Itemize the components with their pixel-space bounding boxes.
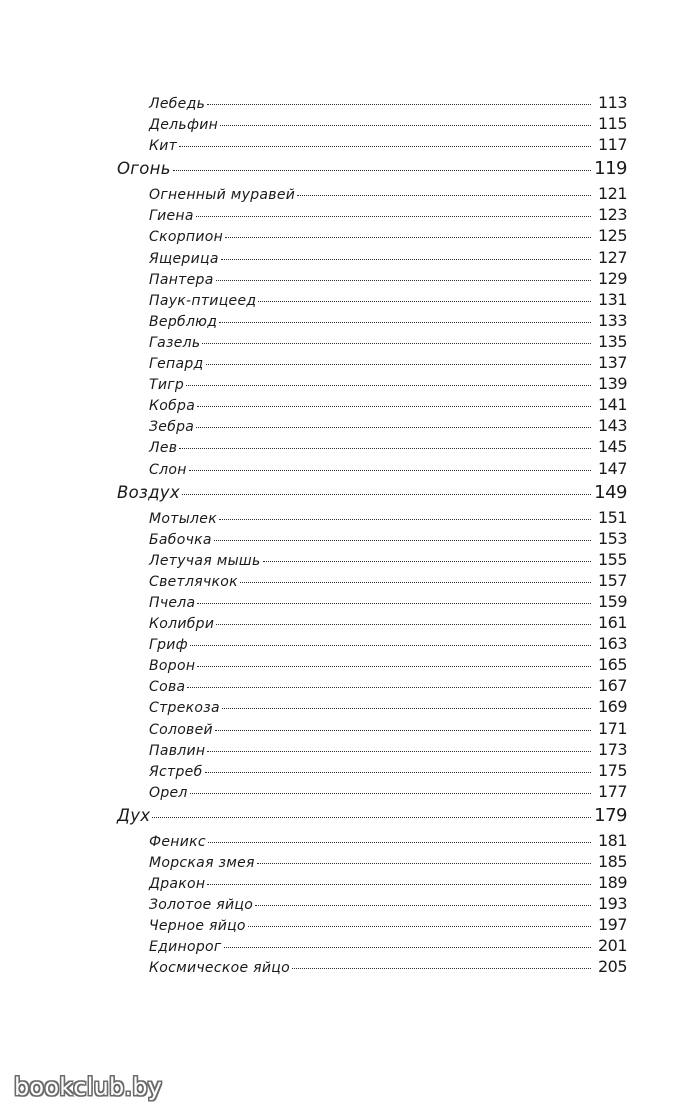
- toc-entry-title: Гиена: [149, 208, 194, 225]
- toc-entry-row: [117, 226, 627, 247]
- dot-leader: [255, 905, 591, 906]
- toc-page-number: 143: [597, 416, 627, 436]
- toc-page-number: 177: [597, 781, 627, 801]
- toc-entry-row: [117, 873, 627, 894]
- toc-page-number: 167: [597, 676, 627, 696]
- dot-leader: [215, 730, 591, 731]
- dot-leader: [197, 666, 591, 667]
- toc-entry-row: [117, 184, 627, 205]
- toc-entry-title: Дельфин: [149, 117, 219, 134]
- toc-page-number: 135: [597, 331, 627, 351]
- dot-leader: [207, 104, 591, 105]
- dot-leader: [216, 624, 591, 625]
- dot-leader: [189, 470, 591, 471]
- toc-entry-title: Скорпион: [149, 229, 224, 246]
- toc-entry-row: [117, 613, 627, 634]
- toc-page-number: 119: [594, 158, 627, 180]
- toc-page-number: 127: [597, 247, 627, 267]
- toc-entry-row: [117, 353, 627, 374]
- toc-entry-title: Воздух: [117, 482, 180, 502]
- toc-page-number: 123: [597, 205, 627, 225]
- toc-entry-row: [117, 655, 627, 676]
- dot-leader: [179, 146, 591, 147]
- toc-entry-title: Кобра: [149, 398, 196, 415]
- toc-page-number: 163: [597, 634, 627, 654]
- toc-entry-row: [117, 332, 627, 353]
- toc-page-number: 139: [597, 374, 627, 394]
- dot-leader: [187, 687, 591, 688]
- toc-entry-title: Дух: [117, 805, 151, 825]
- toc-entry-row: [117, 508, 627, 529]
- toc-page-number: 131: [597, 289, 627, 309]
- dot-leader: [173, 170, 591, 171]
- toc-entry-row: [117, 936, 627, 957]
- toc-page-number: 179: [594, 804, 627, 826]
- dot-leader: [240, 582, 591, 583]
- toc-entry-title: Верблюд: [149, 313, 218, 330]
- toc-entry-row: [117, 205, 627, 226]
- toc-entry-row: [117, 592, 627, 613]
- toc-page-number: 129: [597, 268, 627, 288]
- dot-leader: [221, 259, 591, 260]
- toc-entry-row: [117, 915, 627, 936]
- toc-entry-title: Огонь: [117, 159, 171, 179]
- dot-leader: [179, 448, 591, 449]
- toc-entry-row: [117, 550, 627, 571]
- dot-leader: [206, 364, 591, 365]
- dot-leader: [297, 195, 591, 196]
- toc-page-number: 141: [597, 395, 627, 415]
- toc-page-number: 197: [597, 915, 627, 935]
- toc-entry-title: Сова: [149, 679, 186, 696]
- toc-entry-row: [117, 697, 627, 718]
- toc-entry-title: Дракон: [149, 876, 206, 893]
- dot-leader: [258, 301, 591, 302]
- watermark-logo: bookclub.by: [14, 1073, 163, 1101]
- toc-entry-row: [117, 395, 627, 416]
- toc-page-number: 165: [597, 655, 627, 675]
- toc-page-number: 117: [597, 135, 627, 155]
- toc-page-number: 125: [597, 226, 627, 246]
- toc-entry-title: Лев: [149, 440, 178, 457]
- dot-leader: [202, 343, 591, 344]
- dot-leader: [248, 926, 591, 927]
- toc-page-number: 175: [597, 760, 627, 780]
- dot-leader: [219, 322, 591, 323]
- toc-entry-row: [117, 894, 627, 915]
- toc-page-number: 149: [594, 481, 627, 503]
- toc-page-number: 193: [597, 894, 627, 914]
- dot-leader: [292, 968, 591, 969]
- toc-page-number: 185: [597, 852, 627, 871]
- toc-entry-row: [117, 290, 627, 311]
- dot-leader: [208, 842, 591, 843]
- toc-page-number: 147: [597, 458, 627, 478]
- toc-entry-title: Черное яйцо: [149, 918, 246, 935]
- dot-leader: [182, 494, 591, 495]
- toc-entry-title: Гриф: [149, 637, 188, 654]
- toc-entry-title: Газель: [149, 334, 201, 351]
- dot-leader: [197, 406, 591, 407]
- toc-entry-row: [117, 571, 627, 592]
- table-of-contents: [117, 93, 627, 979]
- toc-page-number: 133: [597, 310, 627, 330]
- toc-entry-title: Пантера: [149, 271, 214, 288]
- toc-entry-title: Ворон: [149, 658, 196, 675]
- dot-leader: [152, 817, 591, 818]
- toc-page-number: 161: [597, 613, 627, 633]
- dot-leader: [190, 645, 591, 646]
- toc-entry-title: Паук-птицеед: [149, 292, 257, 309]
- toc-entry-row: [117, 957, 627, 978]
- toc-entry-row: [117, 719, 627, 740]
- toc-entry-row: [117, 761, 627, 782]
- toc-entry-title: Светлячкок: [149, 573, 238, 590]
- toc-entry-row: [117, 248, 627, 269]
- toc-entry-title: Кит: [149, 138, 178, 155]
- toc-entry-row: [117, 93, 627, 114]
- toc-entry-row: [117, 114, 627, 135]
- toc-section-row: [117, 482, 627, 506]
- toc-entry-title: Космическое яйцо: [149, 960, 290, 977]
- dot-leader: [207, 884, 591, 885]
- toc-entry-row: [117, 416, 627, 437]
- toc-entry-title: Гепард: [149, 356, 204, 373]
- dot-leader: [186, 385, 591, 386]
- dot-leader: [205, 772, 591, 773]
- dot-leader: [216, 280, 591, 281]
- toc-entry-title: Стрекоза: [149, 700, 220, 717]
- toc-page-number: 171: [597, 718, 627, 738]
- toc-page-number: 173: [597, 739, 627, 759]
- toc-entry-row: [117, 740, 627, 761]
- toc-page-number: 157: [597, 570, 627, 590]
- toc-entry-title: Огненный муравей: [149, 187, 296, 204]
- toc-page-number: 115: [597, 114, 627, 134]
- toc-page-number: 113: [597, 93, 627, 112]
- toc-page-number: 189: [597, 873, 627, 893]
- toc-page-number: 205: [597, 957, 627, 977]
- dot-leader: [225, 237, 591, 238]
- toc-entry-title: Феникс: [149, 833, 206, 850]
- toc-entry-row: [117, 135, 627, 156]
- toc-entry-title: Мотылек: [149, 510, 217, 527]
- toc-entry-row: [117, 634, 627, 655]
- toc-entry-row: [117, 437, 627, 458]
- dot-leader: [224, 947, 591, 948]
- toc-entry-title: Морская змея: [149, 855, 255, 871]
- toc-page-number: 121: [597, 184, 627, 204]
- dot-leader: [197, 603, 591, 604]
- dot-leader: [190, 793, 591, 794]
- toc-entry-row: [117, 831, 627, 852]
- dot-leader: [196, 216, 591, 217]
- toc-page-number: 153: [597, 528, 627, 548]
- toc-entry-title: Слон: [149, 461, 187, 478]
- toc-page-number: 145: [597, 437, 627, 457]
- dot-leader: [207, 751, 591, 752]
- dot-leader: [222, 708, 591, 709]
- dot-leader: [219, 519, 591, 520]
- toc-entry-row: [117, 374, 627, 395]
- toc-entry-title: Единорог: [149, 939, 222, 956]
- dot-leader: [257, 863, 591, 864]
- dot-leader: [214, 540, 591, 541]
- toc-section-row: [117, 158, 627, 182]
- dot-leader: [196, 427, 591, 428]
- toc-entry-title: Ястреб: [149, 763, 203, 780]
- toc-entry-title: Соловей: [149, 721, 213, 738]
- toc-entry-title: Бабочка: [149, 531, 212, 548]
- toc-entry-title: Орел: [149, 784, 188, 801]
- toc-entry-title: Зебра: [149, 419, 195, 436]
- toc-page-number: 169: [597, 697, 627, 717]
- toc-entry-row: [117, 269, 627, 290]
- toc-page-number: 159: [597, 591, 627, 611]
- toc-page-number: 137: [597, 353, 627, 373]
- dot-leader: [220, 125, 591, 126]
- toc-entry-row: [117, 852, 627, 873]
- toc-entry-title: Колибри: [149, 616, 215, 633]
- toc-entry-row: [117, 459, 627, 480]
- toc-page-number: 181: [597, 830, 627, 850]
- toc-page-number: 151: [597, 507, 627, 527]
- toc-entry-row: [117, 311, 627, 332]
- toc-entry-title: Тигр: [149, 377, 185, 394]
- toc-entry-title: Павлин: [149, 742, 206, 759]
- toc-entry-title: Ящерица: [149, 250, 219, 267]
- dot-leader: [263, 561, 591, 562]
- toc-page-number: 201: [597, 936, 627, 956]
- toc-entry-row: [117, 782, 627, 803]
- toc-entry-title: Пчела: [149, 594, 196, 611]
- toc-entry-title: Летучая мышь: [149, 552, 261, 569]
- toc-page-number: 155: [597, 549, 627, 569]
- toc-entry-row: [117, 529, 627, 550]
- toc-entry-title: Лебедь: [149, 96, 206, 112]
- toc-section-row: [117, 805, 627, 829]
- toc-entry-title: Золотое яйцо: [149, 897, 254, 914]
- toc-entry-row: [117, 676, 627, 697]
